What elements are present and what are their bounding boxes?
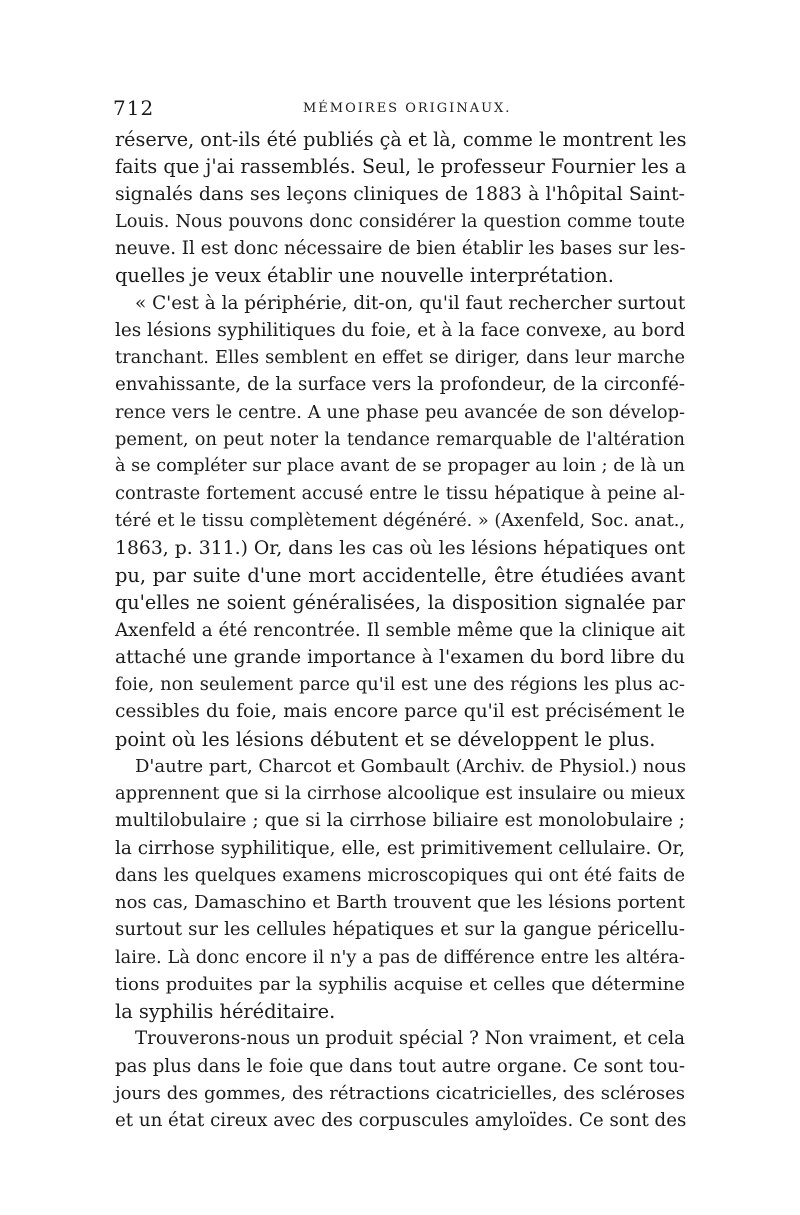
text-line: « C'est à la périphérie, dit-on, qu'il faut rechercher surtout xyxy=(135,292,686,314)
text-line: pas plus dans le foie que dans tout autre organe. Ce sont tou- xyxy=(115,1055,685,1077)
paragraph-3 xyxy=(115,753,685,1026)
paragraph-4 xyxy=(115,1025,685,1134)
text-line: Louis. Nous pouvons donc considérer la question comme toute xyxy=(115,210,685,232)
text-line: et un état cireux avec des corpuscules amyloïdes. Ce sont des xyxy=(115,1110,687,1131)
text-line: apprennent que si la cirrhose alcoolique est insulaire ou mieux xyxy=(115,783,685,804)
text-line: tranchant. Elles semblent en effet se diriger, dans leur marche xyxy=(115,347,685,368)
text-line: Axenfeld a été rencontrée. Il semble même que la clinique ait xyxy=(115,619,685,641)
paragraph-1 xyxy=(115,126,685,290)
text-line: 1863, p. 311.) Or, dans les cas où les lésions hépatiques ont xyxy=(115,537,685,559)
text-line: quelles je veux établir une nouvelle interprétation. xyxy=(115,264,614,288)
text-line: réserve, ont-ils été publiés çà et là, comme le montrent les xyxy=(115,128,687,151)
text-line: surtout sur les cellules hépatiques et sur la gangue péricellu- xyxy=(115,919,685,941)
text-line: rence vers le centre. A une phase peu avancée de son dévelop- xyxy=(115,401,685,423)
text-line: faits que j'ai rassemblés. Seul, le professeur Fournier les a xyxy=(115,155,687,179)
text-line: pu, par suite d'une mort accidentelle, être étudiées avant xyxy=(115,564,685,587)
text-line: dans les quelques examens microscopiques qui ont été faits de xyxy=(115,864,685,886)
text-line: signalés dans ses leçons cliniques de 1883 à l'hôpital Saint- xyxy=(115,183,685,205)
page-number: 712 xyxy=(113,96,155,120)
paragraph-2 xyxy=(115,290,685,753)
text-line: attaché une grande importance à l'examen du bord libre du xyxy=(115,646,685,668)
text-line: nos cas, Damaschino et Barth trouvent que les lésions portent xyxy=(115,892,685,913)
text-line: envahissante, de la surface vers la profondeur, de la circonfé- xyxy=(115,374,685,396)
text-line: les lésions syphilitiques du foie, et à la face convexe, au bord xyxy=(115,319,686,341)
text-line: point où les lésions débutent et se développent le plus. xyxy=(115,727,656,751)
text-line: cessibles du foie, mais encore parce qu'il est précisément le xyxy=(115,701,685,723)
text-line: laire. Là donc encore il n'y a pas de différence entre les altéra- xyxy=(115,946,685,968)
text-line: téré et le tissu complètement dégénéré. » (Axenfeld, Soc. anat., xyxy=(115,510,685,531)
running-title: MÉMOIRES ORIGINAUX. xyxy=(303,101,512,116)
running-head xyxy=(113,96,688,120)
text-line: foie, non seulement parce qu'il est une des régions les plus ac- xyxy=(115,674,685,695)
text-line: jours des gommes, des rétractions cicatricielles, des scléroses xyxy=(115,1082,685,1104)
body-text xyxy=(115,126,685,1134)
text-line: à se compléter sur place avant de se propager au loin ; de là un xyxy=(115,456,685,476)
text-line: tions produites par la syphilis acquise et celles que détermine xyxy=(115,973,685,995)
text-line: contraste fortement accusé entre le tissu hépatique à peine al- xyxy=(115,483,685,505)
text-line: neuve. Il est donc nécessaire de bien établir les bases sur les- xyxy=(115,238,686,259)
text-line: la cirrhose syphilitique, elle, est primitivement cellulaire. Or, xyxy=(115,837,685,859)
text-line: Trouverons-nous un produit spécial ? Non vraiment, et cela xyxy=(135,1028,685,1050)
text-line: multilobulaire ; que si la cirrhose biliaire est monolobulaire ; xyxy=(115,810,685,832)
text-line: qu'elles ne soient généralisées, la disposition signalée par xyxy=(115,591,685,615)
text-line: D'autre part, Charcot et Gombault (Archiv. de Physiol.) nous xyxy=(135,755,687,777)
text-line: la syphilis héréditaire. xyxy=(115,1000,336,1023)
text-line: pement, on peut noter la tendance remarquable de l'altération xyxy=(115,428,685,450)
